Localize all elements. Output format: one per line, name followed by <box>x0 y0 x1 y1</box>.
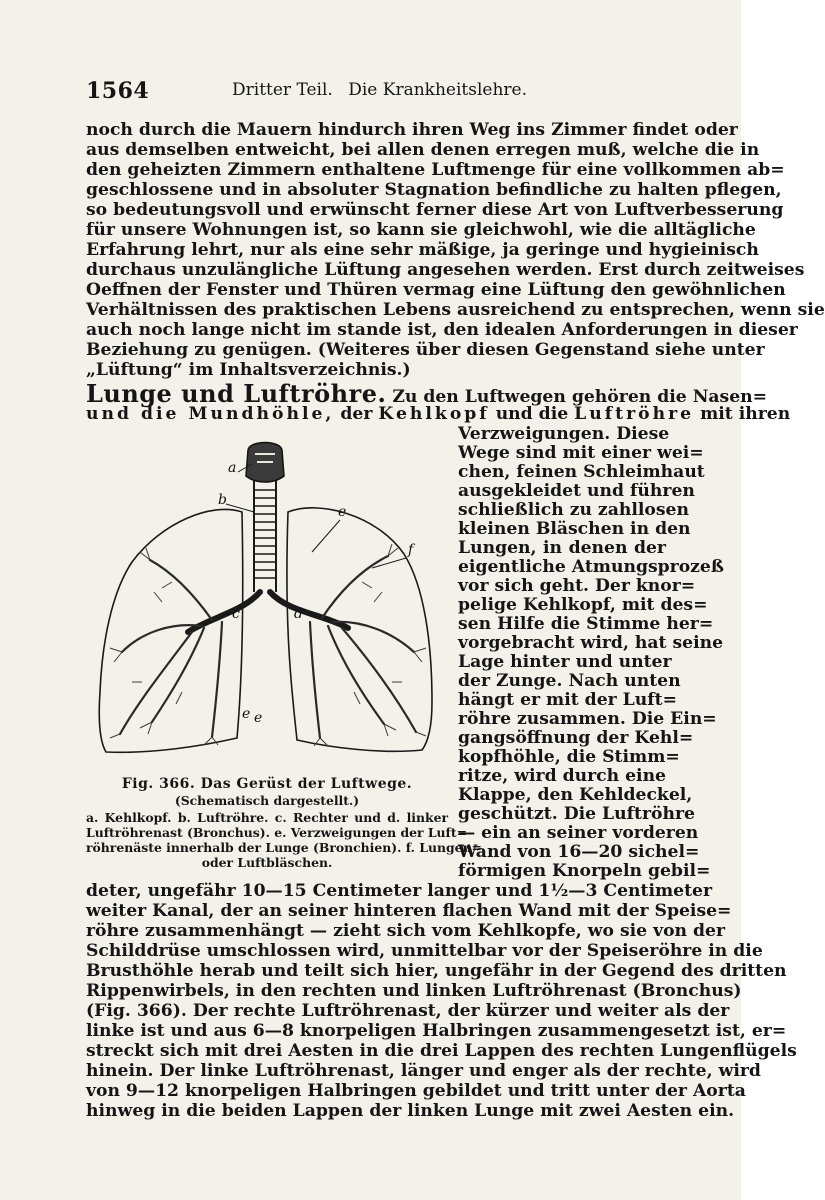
text-line: hinweg in die beiden Lappen der linken Lunge mit zwei Aesten ein. <box>86 1101 735 1121</box>
text-line: Lungen, in denen der <box>458 538 666 558</box>
text-line: linke ist und aus 6—8 knorpeligen Halbringen zusammengesetzt ist, er= <box>86 1021 787 1041</box>
figure-caption-subtitle: (Schematisch dargestellt.) <box>174 793 360 808</box>
text-line: den geheizten Zimmern enthaltene Luftmenge für eine vollkommen ab= <box>86 160 785 180</box>
text-line: Wege sind mit einer wei= <box>458 443 704 463</box>
term-mundhoehle: und die Mundhöhle, <box>86 404 335 424</box>
text-line: weiter Kanal, der an seiner hinteren flachen Wand mit der Speise= <box>86 901 732 921</box>
page-number: 1564 <box>86 78 150 104</box>
text-line: geschützt. Die Luftröhre <box>458 804 695 824</box>
text-line: kopfhöhle, die Stimm= <box>458 747 680 767</box>
running-head-chapter: Die Krankheitslehre. <box>348 80 528 100</box>
text-line: vorgebracht wird, hat seine <box>458 633 724 653</box>
text-line: für unsere Wohnungen ist, so kann sie gleichwohl, wie die alltägliche <box>86 220 756 240</box>
text-line: geschlossene und in absoluter Stagnation befindliche zu halten pflegen, <box>86 180 782 200</box>
text-fragment: der <box>340 404 373 424</box>
text-line: (Fig. 366). Der rechte Luftröhrenast, der kürzer und weiter als der <box>86 1001 730 1021</box>
text-line: „Lüftung“ im Inhaltsverzeichnis.) <box>86 360 411 380</box>
text-line: kleinen Bläschen in den <box>458 519 691 539</box>
text-line: pelige Kehlkopf, mit des= <box>458 595 708 615</box>
text-fragment: mit ihren <box>700 404 791 424</box>
text-line: sen Hilfe die Stimme her= <box>458 614 714 634</box>
text-line: von 9—12 knorpeligen Halbringen gebildet und tritt unter der Aorta <box>86 1081 746 1101</box>
text-line: Verhältnissen des praktischen Lebens ausreichend zu entsprechen, wenn sie <box>86 300 825 320</box>
figure-letter-d: d <box>294 606 303 622</box>
text-line: hinein. Der linke Luftröhrenast, länger und enger als der rechte, wird <box>86 1061 761 1081</box>
figure-letter-a: a <box>228 460 237 476</box>
text-line: Rippenwirbels, in den rechten und linken Luftröhrenast (Bronchus) <box>86 981 742 1001</box>
figure-caption-title: Fig. 366. Das Gerüst der Luftwege. <box>121 776 413 792</box>
text-line: Brusthöhle herab und teilt sich hier, ungefähr in der Gegend des dritten <box>86 961 787 981</box>
text-fragment: und die <box>495 404 569 424</box>
text-line: so bedeutungsvoll und erwünscht ferner diese Art von Luftverbesserung <box>86 200 784 220</box>
text-line: Klappe, den Kehldeckel, <box>458 785 693 805</box>
bronchi <box>188 592 348 632</box>
bronchial-tree <box>120 556 416 738</box>
text-line: der Zunge. Nach unten <box>458 671 681 691</box>
figure-letter-e: e <box>254 710 263 726</box>
lungs-drawing <box>92 442 438 774</box>
text-line: schließlich zu zahllosen <box>458 500 689 520</box>
text-line: Lage hinter und unter <box>458 652 672 672</box>
text-line: röhre zusammen. Die Ein= <box>458 709 717 729</box>
text-line: noch durch die Mauern hindurch ihren Weg ins Zimmer findet oder <box>86 120 738 140</box>
text-line: chen, feinen Schleimhaut <box>458 462 705 482</box>
figure-letter-b: b <box>218 492 227 508</box>
text-line: vor sich geht. Der knor= <box>458 576 696 596</box>
text-line: — ein an seiner vorderen <box>458 823 699 843</box>
text-line: gangsöffnung der Kehl= <box>458 728 694 748</box>
figure-letter-e: e <box>338 504 347 520</box>
figure-letter-c: c <box>232 606 240 622</box>
text-line: Oeffnen der Fenster und Thüren vermag eine Lüftung den gewöhnlichen <box>86 280 786 300</box>
text-line: Beziehung zu genügen. (Weiteres über diesen Gegenstand siehe unter <box>86 340 765 360</box>
text-line: durchaus unzulängliche Lüftung angesehen werden. Erst durch zeitweises <box>86 260 805 280</box>
term-kehlkopf: Kehlkopf <box>378 404 490 424</box>
text-line: aus demselben entweicht, bei allen denen erregen muß, welche die in <box>86 140 760 160</box>
text-line: auch noch lange nicht im stande ist, den idealen Anforderungen in dieser <box>86 320 798 340</box>
running-head <box>232 80 537 100</box>
figure-letter-f: f <box>408 542 414 558</box>
section-heading-rest: Zu den Luftwegen gehören die Nasen= <box>392 387 768 407</box>
text-line <box>86 404 791 424</box>
lungs-illustration <box>92 442 438 774</box>
section-heading: Lunge und Luftröhre. <box>86 379 387 408</box>
text-line: streckt sich mit drei Aesten in die drei Lappen des rechten Lungenflügels <box>86 1041 797 1061</box>
figure-caption-line: a. Kehlkopf. b. Luftröhre. c. Rechter und d. linker <box>86 810 448 825</box>
text-line: deter, ungefähr 10—15 Centimeter langer und 1½—3 Centimeter <box>86 881 713 901</box>
text-line: eigentliche Atmungsprozeß <box>458 557 724 577</box>
text-line: Wand von 16—20 sichel= <box>458 842 700 862</box>
text-line: Erfahrung lehrt, nur als eine sehr mäßige, ja geringe und hygieinisch <box>86 240 759 260</box>
text-line: förmigen Knorpeln gebil= <box>458 861 711 881</box>
page-header <box>86 78 666 104</box>
running-head-part: Dritter Teil. <box>232 80 333 100</box>
figure-caption-line: Luftröhrenast (Bronchus). e. Verzweigungen der Luft= <box>86 825 467 840</box>
text-line: Schilddrüse umschlossen wird, unmittelbar vor der Speiseröhre in die <box>86 941 763 961</box>
text-line: ausgekleidet und führen <box>458 481 695 501</box>
text-line: Verzweigungen. Diese <box>458 424 670 444</box>
figure-caption-line: oder Luftbläschen. <box>201 855 333 870</box>
figure-caption-line: röhrenäste innerhalb der Lunge (Bronchien). f. Lungen= <box>86 840 482 855</box>
text-line: ritze, wird durch eine <box>458 766 666 786</box>
section-heading-line <box>86 379 768 408</box>
text-line: röhre zusammenhängt — zieht sich vom Kehlkopfe, wo sie von der <box>86 921 726 941</box>
text-line: hängt er mit der Luft= <box>458 690 677 710</box>
figure-letter-e: e <box>242 706 251 722</box>
term-luftroehre: Luftröhre <box>574 404 695 424</box>
trachea-rings <box>254 490 276 578</box>
